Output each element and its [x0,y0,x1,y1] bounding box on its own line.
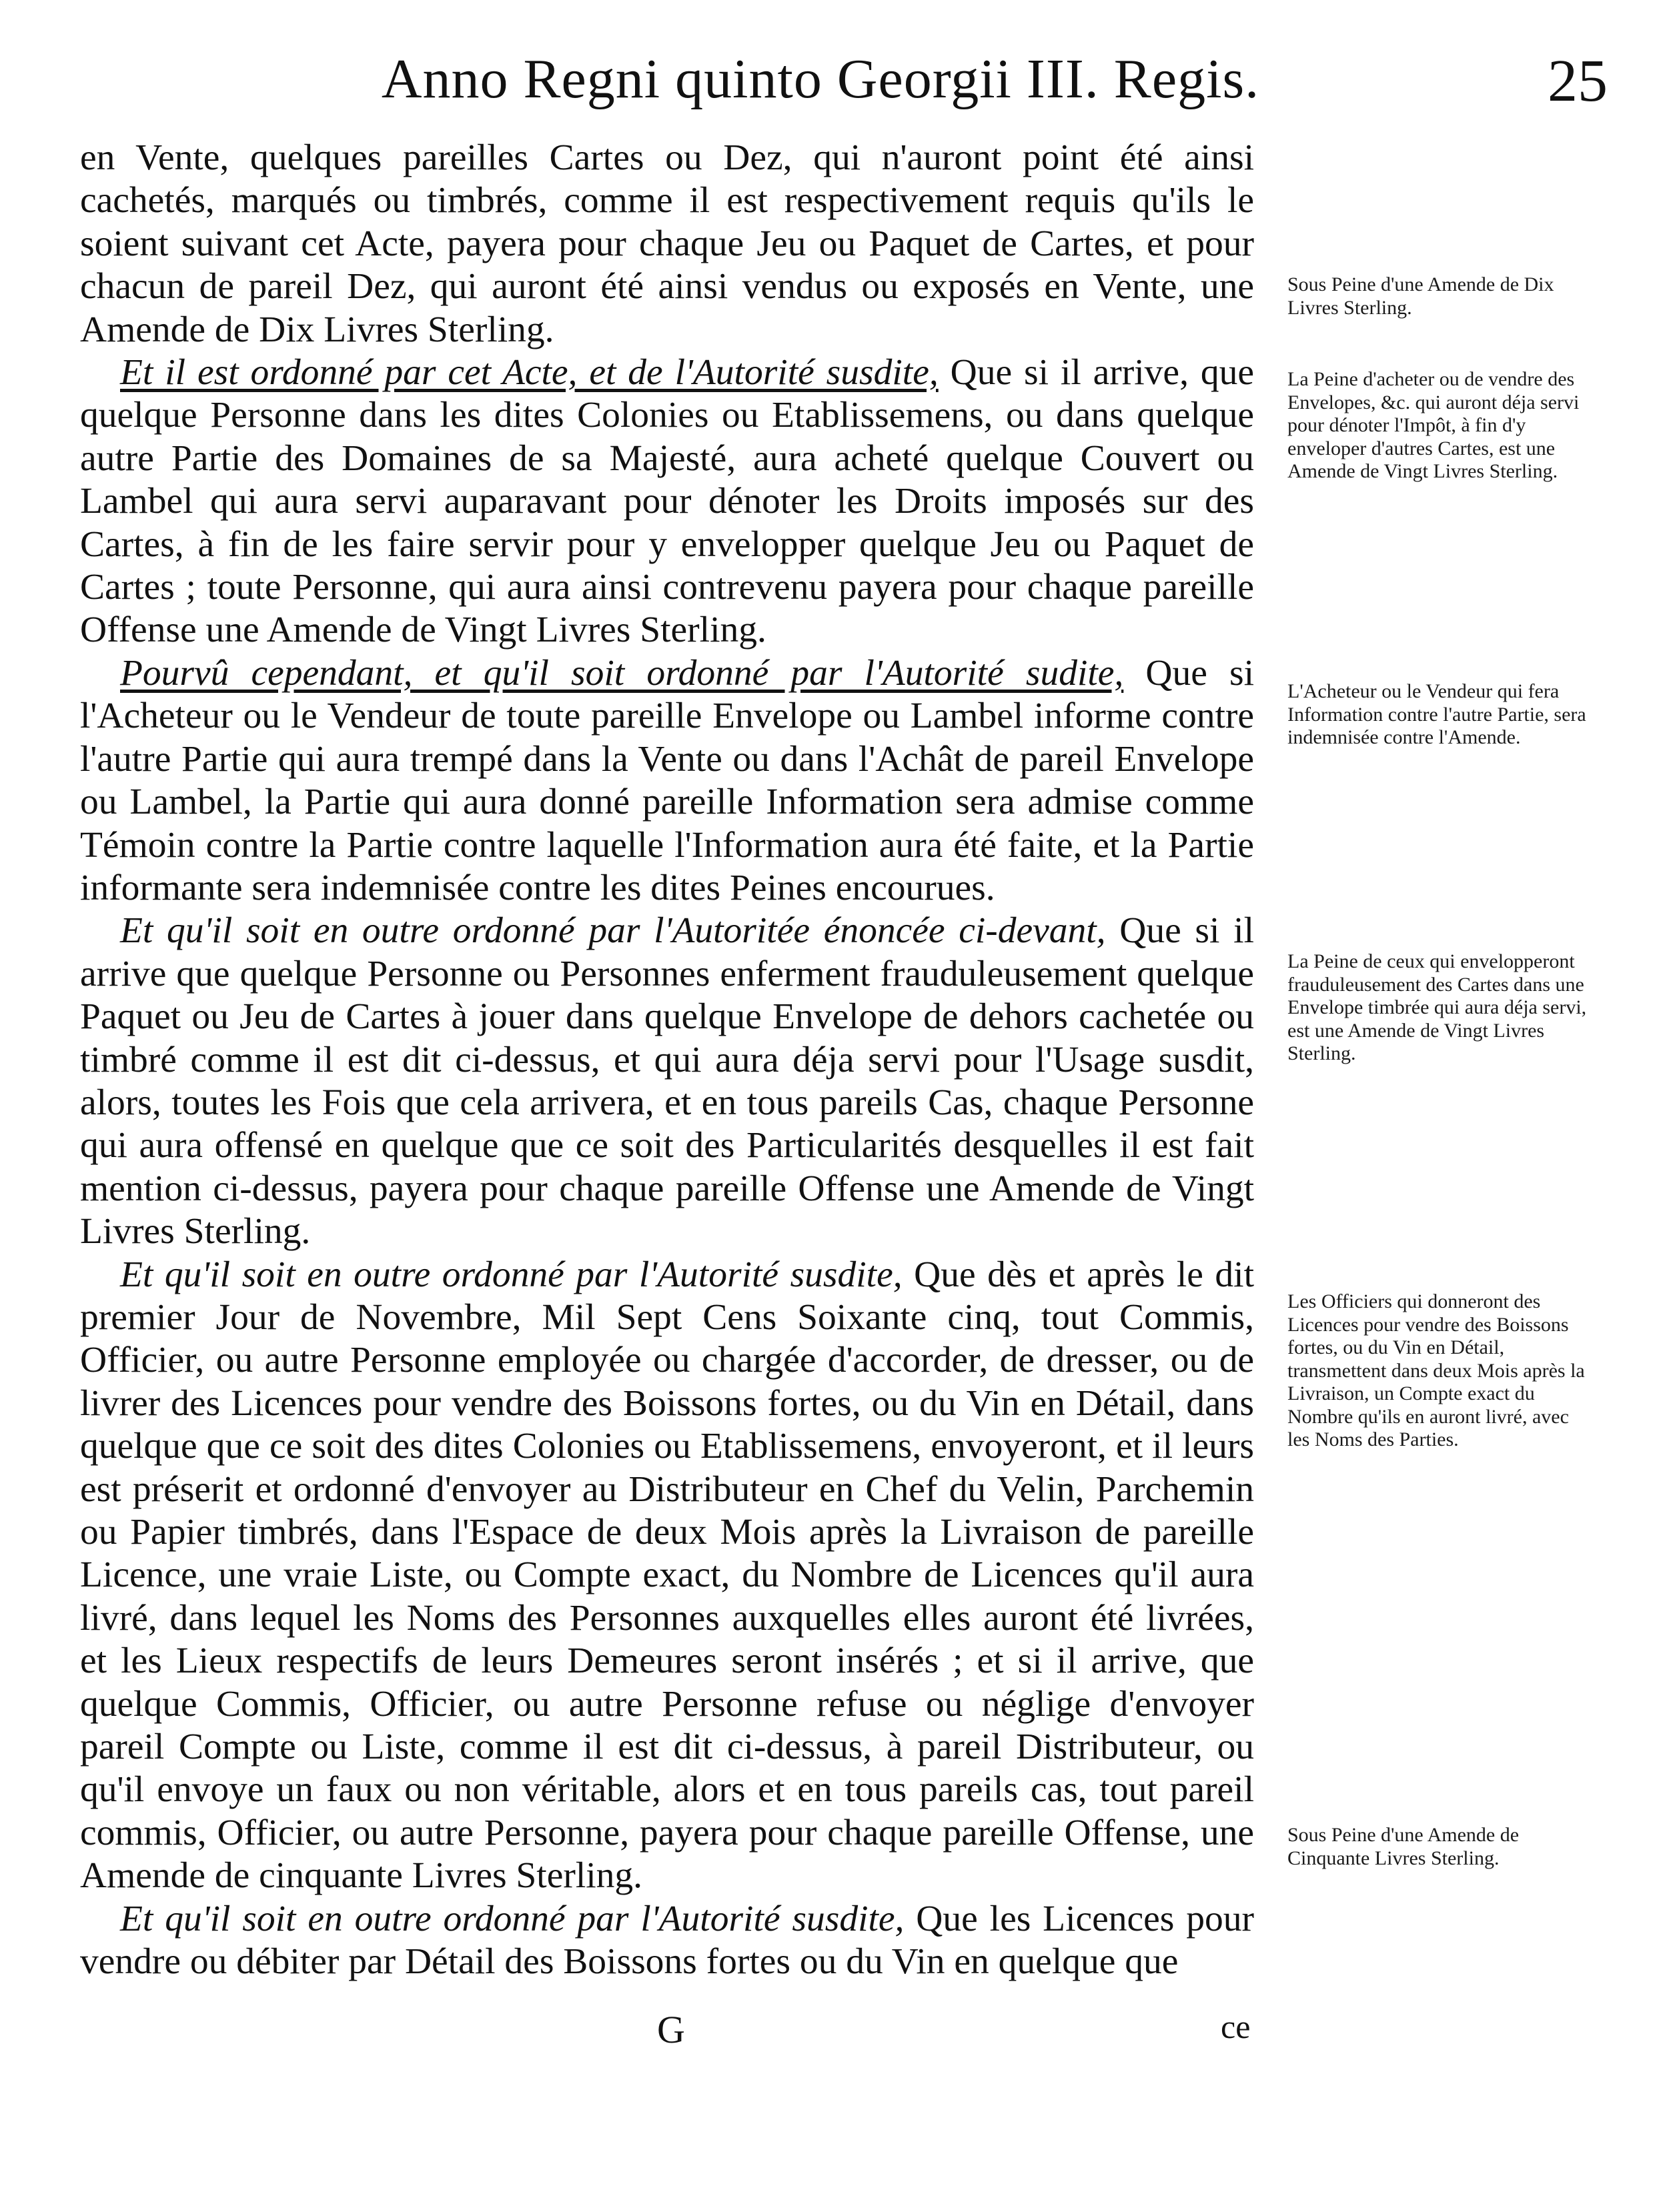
page-number: 25 [1548,48,1608,114]
paragraph-italic-lead: Et qu'il soit en outre ordonné par l'Autorité susdite, [120,1254,903,1295]
paragraph-text: Que si il arrive, que quelque Personne dans les dites Colonies ou Etablissemens, ou dans quelque autre Partie des Domaines de sa Majesté, aura acheté quelque Couvert ou Lambel qui aura servi auparavant pour dénoter les Droits imposés sur des Cartes, à fin de les faire servir pour y envelopper quelque Jeu ou Paquet de Cartes ; toute Personne, qui aura ainsi contrevenu payera pour chaque pareille Offense une Amende de Vingt Livres Sterling. [80,352,1254,651]
paragraph-italic-lead: Et qu'il soit en outre ordonné par l'Autorité susdite, [120,1898,905,1939]
body-text [80,137,1254,1983]
page-footer [0,2007,1675,2067]
margin-note: Sous Peine d'une Amende de Dix Livres Sterling. [1287,273,1554,319]
margin-note: Sous Peine d'une Amende de Cinquante Livres Sterling. [1287,1824,1520,1869]
paragraph-text: Que dès et après le dit premier Jour de Novembre, Mil Sept Cens Soixante cinq, tout Commis, Officier, ou autre Personne employée ou chargée d'accorder, de dresser, ou de livrer des Licences pour vendre des Boissons fortes, ou du Vin en Détail, dans quelque que ce soit des dites Colonies ou Etablissemens, envoyeront, et il leurs est préserit et ordonné d'envoyer au Distributeur en Chef du Velin, Parchemin ou Papier timbrés, dans l'Espace de deux Mois après la Livraison de pareille Licence, une vraie Liste, ou Compte exact, du Nombre de Licences qu'il aura livré, dans lequel les Noms des Personnes auxquelles elles auront été livrées, et les Lieux respectifs de leurs Demeures seront insérés ; et si il arrive, que quelque Commis, Officier, ou autre Personne refuse ou néglige d'envoyer pareil Compte ou Liste, comme il est dit ci-dessus, à pareil Distributeur, ou qu'il envoye un faux ou non véritable, alors et en tous pareils cas, tout pareil commis, Officier, ou autre Personne, payera pour chaque pareille Offense, une Amende de cinquante Livres Sterling. [80,1254,1254,1897]
paragraph [80,137,1254,351]
margin-note: La Peine de ceux qui envelopperont frauduleusement des Cartes dans une Envelope timbrée qui aura déja servi, est une Amende de Vingt Livres Sterling. [1287,950,1587,1064]
paragraph-text: en Vente, quelques pareilles Cartes ou Dez, qui n'auront point été ainsi cachetés, marqués ou timbrés, comme il est respectivement requis qu'ils le soient suivant cet Acte, payera pour chaque Jeu ou Paquet de Cartes, et pour chacun de pareil Dez, qui auront été ainsi vendus ou exposés en Vente, une Amende de Dix Livres Sterling. [80,137,1254,350]
paragraph-italic-lead: Et il est ordonné par cet Acte, et de l'Autorité susdite, [120,352,939,393]
paragraph-text: Que si il arrive que quelque Personne ou Personnes enferment frauduleusement quelque Paquet ou Jeu de Cartes à jouer dans quelque Envelope de dehors cachetée ou timbré comme il est dit ci-dessus, et qui aura déja servi pour l'Usage susdit, alors, toutes les Fois que cela arrivera, et en tous pareils Cas, chaque Personne qui aura offensé en quelque que ce soit des Particularités desquelles il est fait mention ci-dessus, payera pour chaque pareille Offense une Amende de Vingt Livres Sterling. [80,910,1254,1252]
paragraph-text: Que si l'Acheteur ou le Vendeur de toute pareille Envelope ou Lambel informe contre l'autre Partie qui aura trempé dans la Vente ou dans l'Achât de pareil Envelope ou Lambel, la Partie qui aura donné pareille Information sera admise comme Témoin contre la Partie contre laquelle l'Information aura été faite, et la Partie informante sera indemnisée contre les dites Peines encourues. [80,652,1254,908]
paragraph [80,1898,1254,1984]
margin-note: Les Officiers qui donneront des Licences pour vendre des Boissons fortes, ou du Vin en Détail, transmettent dans deux Mois après la Livraison, un Compte exact du Nombre qu'ils en auront livré, avec les Noms des Parties. [1287,1290,1585,1450]
catchword: ce [1221,2008,1251,2045]
paragraph [80,652,1254,910]
margin-note: L'Acheteur ou le Vendeur qui fera Information contre l'autre Partie, sera indemnisée contre l'Amende. [1287,680,1586,748]
margin-note: La Peine d'acheter ou de vendre des Envelopes, &c. qui auront déja servi pour dénoter l'Impôt, à fin d'y enveloper d'autres Cartes, est une Amende de Vingt Livres Sterling. [1287,368,1580,482]
paragraph [80,351,1254,652]
running-title: Anno Regni quinto Georgii III. Regis. [381,48,1260,110]
paragraph-italic-lead: Et qu'il soit en outre ordonné par l'Autoritée énoncée ci-devant, [120,910,1106,952]
running-header [73,47,1608,120]
signature-mark: G [657,2008,685,2051]
paragraph [80,1254,1254,1898]
paragraph-italic-lead: Pourvû cependant, et qu'il soit ordonné par l'Autorité sudite, [120,652,1124,694]
paragraph-text: Que les Licences pour vendre ou débiter par Détail des Boissons fortes ou du Vin en quelque que [80,1898,1254,1983]
paragraph [80,910,1254,1253]
